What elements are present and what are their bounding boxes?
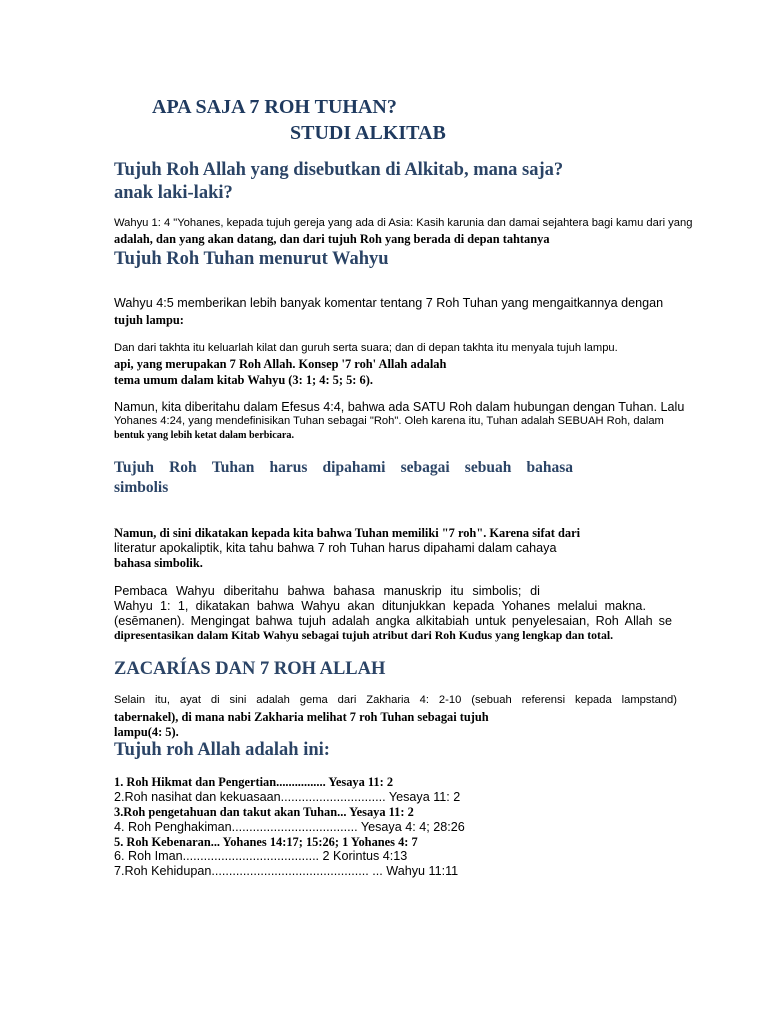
word: se xyxy=(658,614,672,628)
intro-paragraph-line2: adalah, dan yang akan datang, dan dari tujuh Roh yang berada di depan tahtanya xyxy=(114,232,550,246)
word: adalah xyxy=(256,694,290,706)
simbolis-paragraph2-line2 xyxy=(114,599,646,613)
word: gema xyxy=(299,694,328,706)
list-section-heading: Tujuh roh Allah adalah ini: xyxy=(114,740,330,760)
word: Selain xyxy=(114,694,146,706)
word: itu, xyxy=(155,694,170,706)
wahyu-section-heading: Tujuh Roh Tuhan menurut Wahyu xyxy=(114,249,389,269)
intro-paragraph-line1: Wahyu 1: 4 "Yohanes, kepada tujuh gereja yang ada di Asia: Kasih karunia dan damai sejahtera bagi kamu dari yang xyxy=(114,217,693,229)
word: akan xyxy=(347,599,375,613)
word: bahwa xyxy=(255,614,293,628)
word: melalui xyxy=(557,599,598,613)
zacarias-section-heading: ZACARÍAS DAN 7 ROH ALLAH xyxy=(114,659,386,679)
simbolis-paragraph2-line4: dipresentasikan dalam Kitab Wahyu sebagai tujuh atribut dari Roh Kudus yang lengkap dan total. xyxy=(114,628,614,642)
simbolis-paragraph2-line3 xyxy=(114,614,672,628)
wahyu-paragraph3-line2: Yohanes 4:24, yang mendefinisikan Tuhan sebagai "Roh". Oleh karena itu, Tuhan adalah SEBUAH Roh, dalam xyxy=(114,415,664,427)
simbolis-heading-line2: simbolis xyxy=(114,479,169,496)
word: alkitabiah xyxy=(415,614,470,628)
word: bahasa xyxy=(333,584,375,598)
word: Mengingat xyxy=(190,614,250,628)
word: sini xyxy=(229,694,247,706)
list-item: 4. Roh Penghakiman.................................... Yesaya 4: 4; 28:26 xyxy=(114,820,465,834)
word: ayat xyxy=(179,694,202,706)
word: untuk xyxy=(475,614,506,628)
word: dari xyxy=(337,694,357,706)
wahyu-paragraph1-line1: Wahyu 4:5 memberikan lebih banyak komentar tentang 7 Roh Tuhan yang mengaitkannya dengan xyxy=(114,296,664,310)
word: manuskrip xyxy=(383,584,442,598)
word: lampstand) xyxy=(621,694,677,706)
word: Allah xyxy=(624,614,653,628)
zacarias-paragraph-line2: tabernakel), di mana nabi Zakharia melihat 7 roh Tuhan sebagai tujuh xyxy=(114,710,489,724)
word: Wahyu xyxy=(114,599,153,613)
word: bahwa xyxy=(287,584,325,598)
list-item: 2.Roh nasihat dan kekuasaan.............................. Yesaya 11: 2 xyxy=(114,790,461,804)
word: 2-10 xyxy=(438,694,462,706)
wahyu-paragraph1-line2: tujuh lampu: xyxy=(114,313,184,327)
word: angka xyxy=(375,614,410,628)
word: (esēmanen). xyxy=(114,614,185,628)
word: 1, xyxy=(177,599,189,613)
wahyu-paragraph2-line3: tema umum dalam kitab Wahyu (3: 1; 4: 5; 5: 6). xyxy=(114,373,373,387)
wahyu-paragraph3-line1: Namun, kita diberitahu dalam Efesus 4:4, bahwa ada SATU Roh dalam hubungan dengan Tuhan. Lalu xyxy=(114,400,685,414)
wahyu-paragraph2-line1: Dan dari takhta itu keluarlah kilat dan guruh serta suara; dan di depan takhta itu menyala tujuh lampu. xyxy=(114,342,618,354)
word: (sebuah xyxy=(471,694,512,706)
word: referensi xyxy=(521,694,566,706)
list-item: 7.Roh Kehidupan............................................. ... Wahyu 11:11 xyxy=(114,864,459,878)
heading-word: dipahami xyxy=(322,459,386,476)
list-item: 6. Roh Iman....................................... 2 Korintus 4:13 xyxy=(114,849,408,863)
word: tujuh xyxy=(298,614,326,628)
simbolis-paragraph1-line2: literatur apokaliptik, kita tahu bahwa 7 roh Tuhan harus dipahami dalam cahaya xyxy=(114,541,557,555)
word: makna. xyxy=(604,599,646,613)
word: penyelesaian, xyxy=(511,614,590,628)
document-title-line1: APA SAJA 7 ROH TUHAN? xyxy=(152,96,397,118)
word: Yohanes xyxy=(501,599,551,613)
word: kepada xyxy=(452,599,495,613)
word: dikatakan xyxy=(195,599,250,613)
intro-heading-line1: Tujuh Roh Allah yang disebutkan di Alkitab, mana saja? xyxy=(114,160,564,180)
heading-word: Tujuh xyxy=(114,459,154,476)
simbolis-paragraph1-line1: Namun, di sini dikatakan kepada kita bahwa Tuhan memiliki "7 roh". Karena sifat dari xyxy=(114,526,581,540)
word: 1: xyxy=(160,599,171,613)
word: di xyxy=(210,694,220,706)
word: 4: xyxy=(419,694,430,706)
intro-heading-line2: anak laki-laki? xyxy=(114,183,233,203)
document-title-line2: STUDI ALKITAB xyxy=(290,122,446,144)
word: Wahyu xyxy=(175,584,215,598)
word: diberitahu xyxy=(223,584,279,598)
simbolis-paragraph1-line3: bahasa simbolik. xyxy=(114,556,203,570)
word: adalah xyxy=(331,614,370,628)
list-item: 3.Roh pengetahuan dan takut akan Tuhan... Yesaya 11: 2 xyxy=(114,805,414,819)
heading-word: bahasa xyxy=(526,459,573,476)
heading-word: Tuhan xyxy=(211,459,255,476)
wahyu-paragraph3-line3: bentuk yang lebih ketat dalam berbicara. xyxy=(114,430,294,441)
word: itu xyxy=(450,584,464,598)
word: ditunjukkan xyxy=(381,599,446,613)
heading-word: sebagai xyxy=(400,459,450,476)
word: Wahyu xyxy=(301,599,341,613)
heading-word: Roh xyxy=(169,459,197,476)
list-item: 5. Roh Kebenaran... Yohanes 14:17; 15:26; 1 Yohanes 4: 7 xyxy=(114,835,418,849)
list-item: 1. Roh Hikmat dan Pengertian................ Yesaya 11: 2 xyxy=(114,775,394,789)
word: bahwa xyxy=(256,599,294,613)
word: Pembaca xyxy=(114,584,168,598)
word: kepada xyxy=(575,694,612,706)
zacarias-paragraph-line3: lampu(4: 5). xyxy=(114,725,179,739)
word: Zakharia xyxy=(366,694,410,706)
simbolis-heading-line1 xyxy=(114,459,573,477)
heading-word: sebuah xyxy=(464,459,512,476)
wahyu-paragraph2-line2: api, yang merupakan 7 Roh Allah. Konsep '7 roh' Allah adalah xyxy=(114,357,447,371)
word: di xyxy=(530,584,540,598)
heading-word: harus xyxy=(269,459,308,476)
word: simbolis; xyxy=(472,584,522,598)
simbolis-paragraph2-line1 xyxy=(114,584,540,598)
word: Roh xyxy=(595,614,619,628)
zacarias-paragraph-line1 xyxy=(114,694,677,707)
